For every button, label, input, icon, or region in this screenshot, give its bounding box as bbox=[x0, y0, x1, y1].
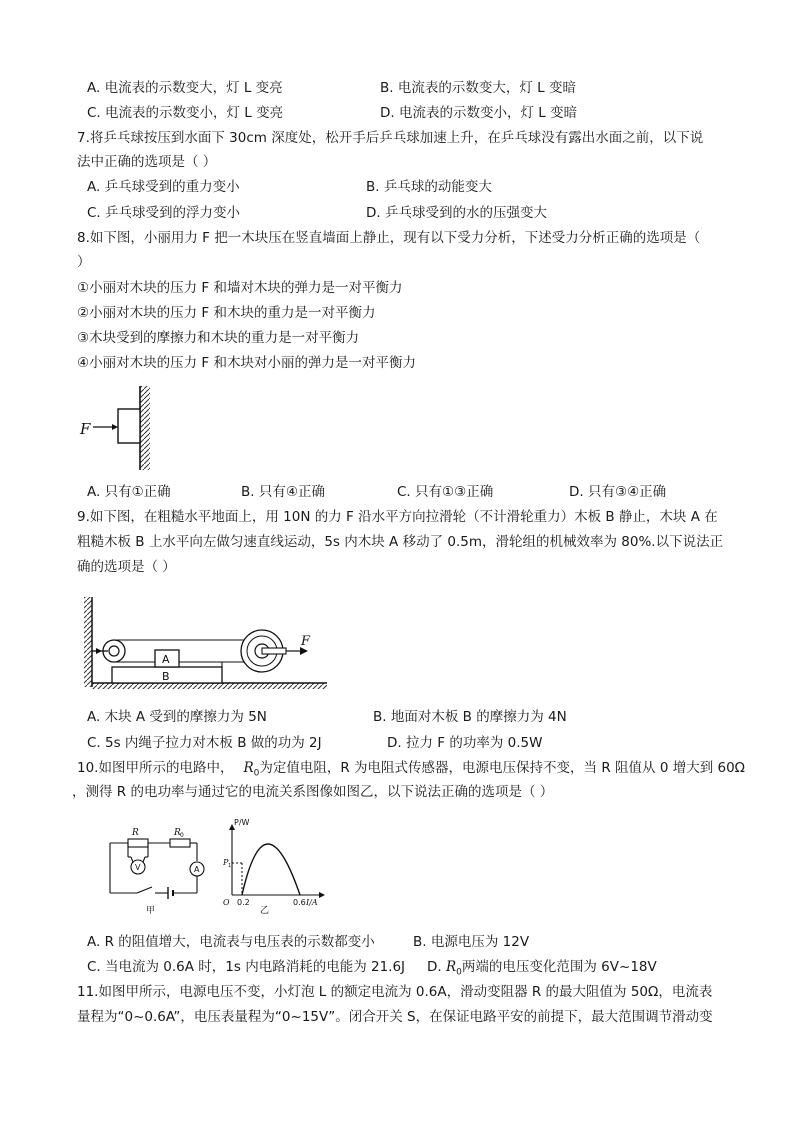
q8-statement-1: ①小丽对木块的压力 F 和墙对木块的弹力是一对平衡力 bbox=[77, 280, 403, 296]
wall-hatch bbox=[84, 597, 92, 687]
force-label: F bbox=[80, 420, 91, 438]
q8-option-b: B. 只有④正确 bbox=[241, 484, 325, 500]
q9-stem-line3: 确的选项是（ ） bbox=[77, 559, 176, 575]
graph-y-label: P/W bbox=[234, 818, 250, 827]
q11-stem-line1: 11.如图甲所示，电源电压不变，小灯泡 L 的额定电流为 0.6A，滑动变阻器 R 的最大阻值为 50Ω，电流表 bbox=[77, 984, 713, 1000]
q10-option-d bbox=[427, 958, 657, 982]
q8-statement-3: ③木块受到的摩擦力和木块的重力是一对平衡力 bbox=[77, 330, 360, 346]
q9-figure-pulley-system bbox=[82, 595, 332, 695]
q10-option-d-r0-sub: 0 bbox=[456, 967, 462, 978]
graph-x-tick-0-2: 0.2 bbox=[237, 898, 250, 907]
q6-option-c: C. 电流表的示数变小，灯 L 变亮 bbox=[87, 105, 284, 121]
q10-stem-pre: 10.如图甲所示的电路中， bbox=[77, 760, 234, 776]
r0-subscript: 0 bbox=[253, 768, 260, 779]
graph-origin: O bbox=[223, 898, 230, 907]
label-r: R bbox=[132, 828, 139, 838]
resistor-r bbox=[128, 839, 148, 847]
q7-stem-line1: 7.将乒乓球按压到水面下 30cm 深度处，松开手后乒乓球加速上升，在乒乓球没有露出水面之前，以下说 bbox=[77, 130, 704, 146]
q10-option-c: C. 当电流为 0.6A 时，1s 内电路消耗的电能为 21.6J bbox=[87, 959, 406, 975]
q10-option-a: A. R 的阻值增大，电流表与电压表的示数都变小 bbox=[87, 934, 375, 950]
r0-symbol: R bbox=[243, 760, 254, 776]
q7-option-b: B. 乒乓球的动能变大 bbox=[366, 179, 492, 195]
q10-figure-circuit-and-graph bbox=[82, 813, 332, 918]
q8-option-d: D. 只有③④正确 bbox=[569, 484, 667, 500]
q10-stem-post: 为定值电阻，R 为电阻式传感器，电源电压保持不变，当 R 阻值从 0 增大到 60Ω bbox=[259, 760, 745, 776]
q8-option-a: A. 只有①正确 bbox=[87, 484, 171, 500]
q10-option-d-text: 两端的电压变化范围为 6V~18V bbox=[461, 959, 657, 975]
caption-jia: 甲 bbox=[146, 906, 156, 916]
q10-stem-line1 bbox=[77, 759, 745, 783]
q7-option-a: A. 乒乓球受到的重力变小 bbox=[87, 179, 240, 195]
caption-yi: 乙 bbox=[260, 906, 270, 916]
power-curve bbox=[242, 844, 300, 895]
q9-stem-line1: 9.如下图，在粗糙水平地面上，用 10N 的力 F 沿水平方向拉滑轮（不计滑轮重力）木板 B 静止，木块 A 在 bbox=[77, 509, 718, 525]
voltmeter-label: V bbox=[135, 863, 141, 872]
ground-hatch bbox=[92, 683, 327, 689]
q7-option-c: C. 乒乓球受到的浮力变小 bbox=[87, 205, 241, 221]
label-r0: R bbox=[174, 828, 181, 838]
q8-stem-line2: ） bbox=[77, 254, 91, 270]
force-arrow-head bbox=[112, 424, 118, 430]
q10-option-b: B. 电源电压为 12V bbox=[413, 934, 530, 950]
pulley-axle bbox=[262, 648, 286, 654]
q8-figure-block-wall bbox=[74, 384, 164, 474]
ammeter-label: A bbox=[194, 865, 200, 874]
switch bbox=[137, 887, 152, 893]
label-r0-sub: 0 bbox=[180, 832, 184, 839]
q10-option-d-prefix: D. bbox=[427, 959, 446, 975]
wall-hatch bbox=[140, 386, 150, 470]
q11-stem-line2: 量程为“0~0.6A”，电压表量程为“0~15V”。闭合开关 S，在保证电路平安的前提下，最大范围调节滑动变 bbox=[77, 1009, 713, 1025]
wooden-block bbox=[118, 409, 140, 443]
graph-x-label: I/A bbox=[306, 898, 318, 907]
block-a-label: A bbox=[162, 653, 170, 666]
q8-statement-4: ④小丽对木块的压力 F 和木块对小丽的弹力是一对平衡力 bbox=[77, 355, 416, 371]
circuit-diagram bbox=[110, 828, 204, 916]
q9-option-d: D. 拉力 F 的功率为 0.5W bbox=[387, 735, 543, 751]
q9-option-c: C. 5s 内绳子拉力对木板 B 做的功为 2J bbox=[87, 735, 322, 751]
q6-option-d: D. 电流表的示数变小，灯 L 变暗 bbox=[380, 105, 578, 121]
q10-stem-line2: ，测得 R 的电功率与通过它的电流关系图像如图乙，以下说法正确的选项是（ ） bbox=[72, 784, 554, 800]
q8-stem-line1: 8.如下图，小丽用力 F 把一木块压在竖直墙面上静止，现有以下受力分析，下述受力分析正确的选项是（ bbox=[77, 230, 701, 246]
force-label: F bbox=[301, 634, 311, 649]
graph-y-tick-p1-sub: 1 bbox=[228, 863, 232, 869]
graph-x-tick-0-6: 0.6 bbox=[293, 898, 306, 907]
q8-statement-2: ②小丽对木块的压力 F 和木块的重力是一对平衡力 bbox=[77, 305, 376, 321]
power-current-graph bbox=[222, 818, 325, 916]
resistor-r0 bbox=[170, 839, 190, 847]
graph-y-tick-p1: P bbox=[223, 858, 229, 867]
q9-option-a: A. 木块 A 受到的摩擦力为 5N bbox=[87, 709, 267, 725]
q6-option-b: B. 电流表的示数变大，灯 L 变暗 bbox=[380, 80, 576, 96]
q9-stem-line2: 粗糙木板 B 上水平向左做匀速直线运动，5s 内木块 A 移动了 0.5m，滑轮组的机械效率为 80%.以下说法正 bbox=[77, 534, 724, 550]
q7-stem-line2: 法中正确的选项是（ ） bbox=[77, 154, 217, 170]
q7-option-d: D. 乒乓球受到的水的压强变大 bbox=[366, 205, 547, 221]
q9-option-b: B. 地面对木板 B 的摩擦力为 4N bbox=[373, 709, 567, 725]
board-b-label: B bbox=[162, 670, 170, 683]
q8-option-c: C. 只有①③正确 bbox=[397, 484, 494, 500]
q6-option-a: A. 电流表的示数变大，灯 L 变亮 bbox=[87, 80, 283, 96]
q10-option-d-r0: R bbox=[445, 959, 457, 975]
